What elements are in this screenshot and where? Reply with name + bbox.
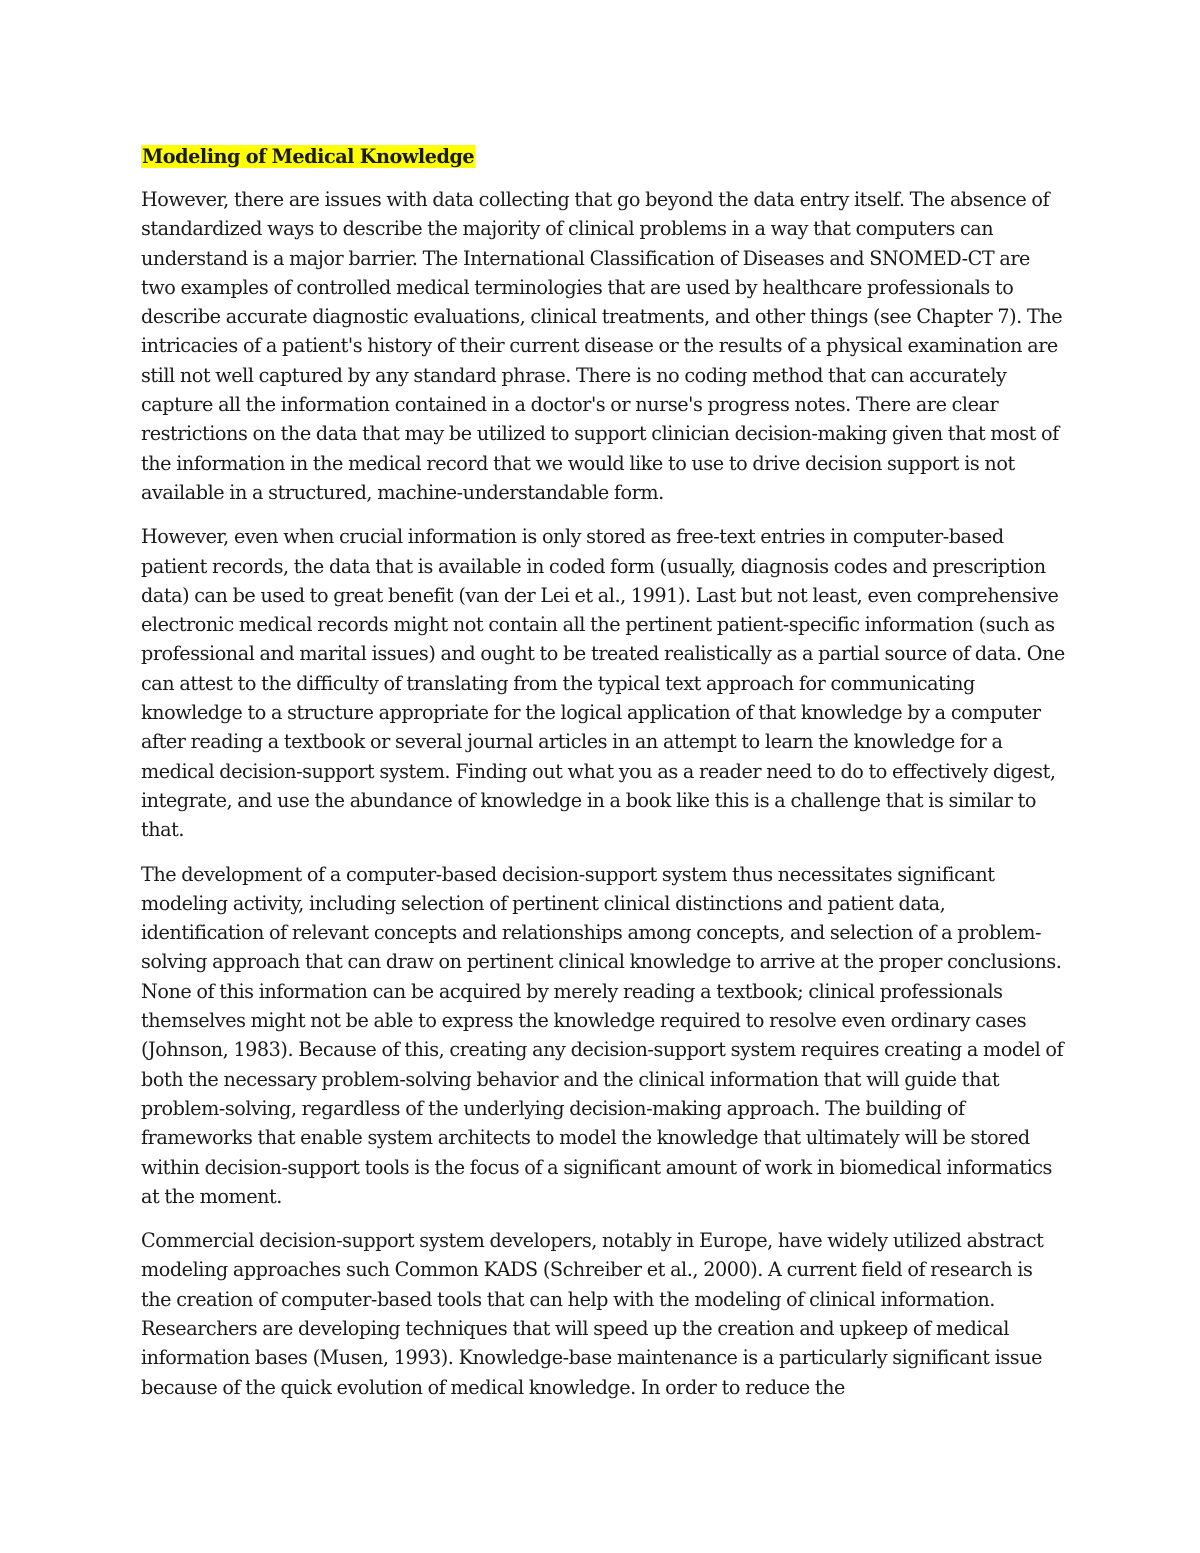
- paragraph-3: The development of a computer-based decision-support system thus necessitates significant modeling activity, including selection of pertinent clinical distinctions and patient data, identification of relevant concepts and relationships among concepts, and selection of a problem-solving approach that can draw on pertinent clinical knowledge to arrive at the proper conclusions. None of this information can be acquired by merely reading a textbook; clinical professionals themselves might not be able to express the knowledge required to resolve even ordinary cases (Johnson, 1983). Because of this, creating any decision-support system requires creating a model of both the necessary problem-solving behavior and the clinical information that will guide that problem-solving, regardless of the underlying decision-making approach. The building of frameworks that enable system architects to model the knowledge that ultimately will be stored within decision-support tools is the focus of a significant amount of work in biomedical informatics at the moment.: [141, 862, 1064, 1208]
- document-body: [141, 142, 1066, 1417]
- paragraph-2: However, even when crucial information is only stored as free-text entries in computer-based patient records, the data that is available in coded form (usually, diagnosis codes and prescription data) can be used to great benefit (van der Lei et al., 1991). Last but not least, even comprehensive electronic medical records might not contain all the pertinent patient-specific information (such as professional and marital issues) and ought to be treated realistically as a partial source of data. One can attest to the difficulty of translating from the typical text approach for communicating knowledge to a structure appropriate for the logical application of that knowledge by a computer after reading a textbook or several journal articles in an attempt to learn the knowledge for a medical decision-support system. Finding out what you as a reader need to do to effectively digest, integrate, and use the abundance of knowledge in a book like this is a challenge that is similar to that.: [141, 525, 1065, 842]
- document-title: Modeling of Medical Knowledge: [142, 145, 475, 168]
- paragraph-1: However, there are issues with data collecting that go beyond the data entry itself. The absence of standardized ways to describe the majority of clinical problems in a way that computers can understand is a major barrier. The International Classification of Diseases and SNOMED-CT are two examples of controlled medical terminologies that are used by healthcare professionals to describe accurate diagnostic evaluations, clinical treatments, and other things (see Chapter 7). The intricacies of a patient's history of their current disease or the results of a physical examination are still not well captured by any standard phrase. There is no coding method that can accurately capture all the information contained in a doctor's or nurse's progress notes. There are clear restrictions on the data that may be utilized to support clinician decision-making given that most of the information in the medical record that we would like to use to drive decision support is not available in a structured, machine-understandable form.: [141, 188, 1063, 504]
- title-line: [141, 142, 1066, 171]
- paragraph-4: Commercial decision-support system developers, notably in Europe, have widely utilized abstract modeling approaches such Common KADS (Schreiber et al., 2000). A current field of research is the creation of computer-based tools that can help with the modeling of clinical information. Researchers are developing techniques that will speed up the creation and upkeep of medical information bases (Musen, 1993). Knowledge-base maintenance is a particularly significant issue because of the quick evolution of medical knowledge. In order to reduce the: [141, 1229, 1044, 1399]
